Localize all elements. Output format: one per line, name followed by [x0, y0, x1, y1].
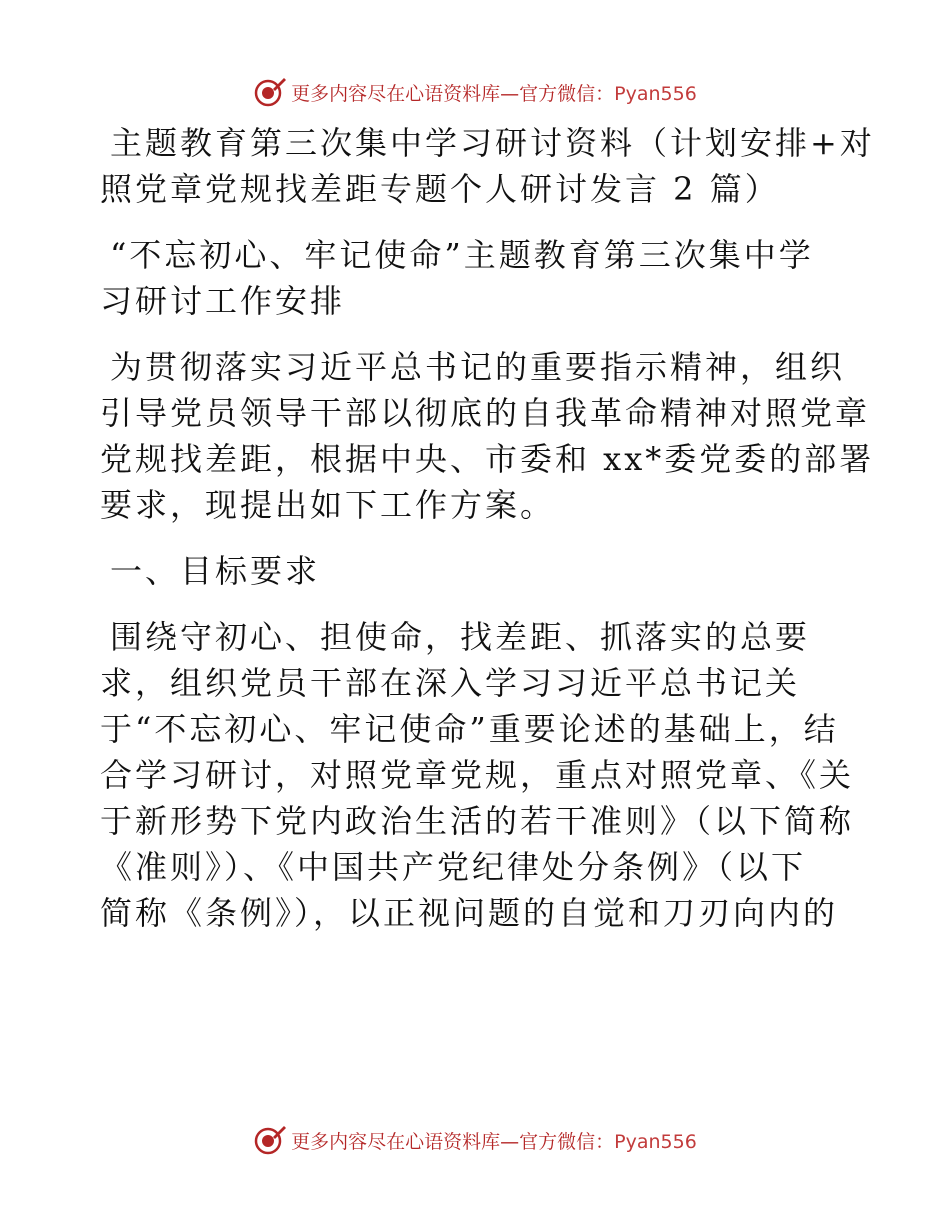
document-body	[100, 120, 875, 936]
section-1-line-3: 于“不忘初心、牢记使命”重要论述的基础上，结	[100, 710, 839, 748]
watermark-footer	[0, 1120, 950, 1160]
section-1-title: 一、目标要求	[110, 552, 321, 590]
watermark-account: Pyan556	[614, 82, 697, 105]
section-1-line-7: 简称《条例》），以正视问题的自觉和刀刃向内的	[100, 894, 839, 932]
section-1-line-2: 求，组织党员干部在深入学习习近平总书记关	[100, 664, 801, 702]
title-line-2: 照党章党规找差距专题个人研讨发言 2 篇）	[100, 170, 780, 208]
heading-line-2: 习研讨工作安排	[100, 282, 346, 320]
watermark-text: 更多内容尽在心语资料库—官方微信：Pyan556	[291, 1130, 697, 1153]
title-line-1: 主题教育第三次集中学习研讨资料（计划安排+对	[110, 124, 875, 162]
intro-line-3: 党规找差距，根据中央、市委和 xx*委党委的部署	[100, 440, 875, 478]
watermark-header	[0, 72, 950, 112]
watermark-account: Pyan556	[614, 1130, 697, 1153]
intro-line-4: 要求，现提出如下工作方案。	[100, 486, 556, 524]
section-1-line-5: 于新形势下党内政治生活的若干准则》（以下简称	[100, 802, 855, 840]
pen-logo-icon	[253, 1123, 287, 1157]
section-1-line-1: 围绕守初心、担使命，找差距、抓落实的总要	[110, 618, 811, 656]
pen-logo-icon	[253, 75, 287, 109]
watermark-text: 更多内容尽在心语资料库—官方微信：Pyan556	[291, 82, 697, 105]
heading-line-1: “不忘初心、牢记使命”主题教育第三次集中学	[110, 236, 814, 274]
intro-line-2: 引导党员领导干部以彻底的自我革命精神对照党章	[100, 394, 871, 432]
section-1-line-4: 合学习研讨，对照党章党规，重点对照党章、《关	[100, 756, 855, 794]
section-1-line-6: 《准则》）、《中国共产党纪律处分条例》（以下	[100, 848, 807, 886]
intro-line-1: 为贯彻落实习近平总书记的重要指示精神，组织	[110, 348, 846, 386]
